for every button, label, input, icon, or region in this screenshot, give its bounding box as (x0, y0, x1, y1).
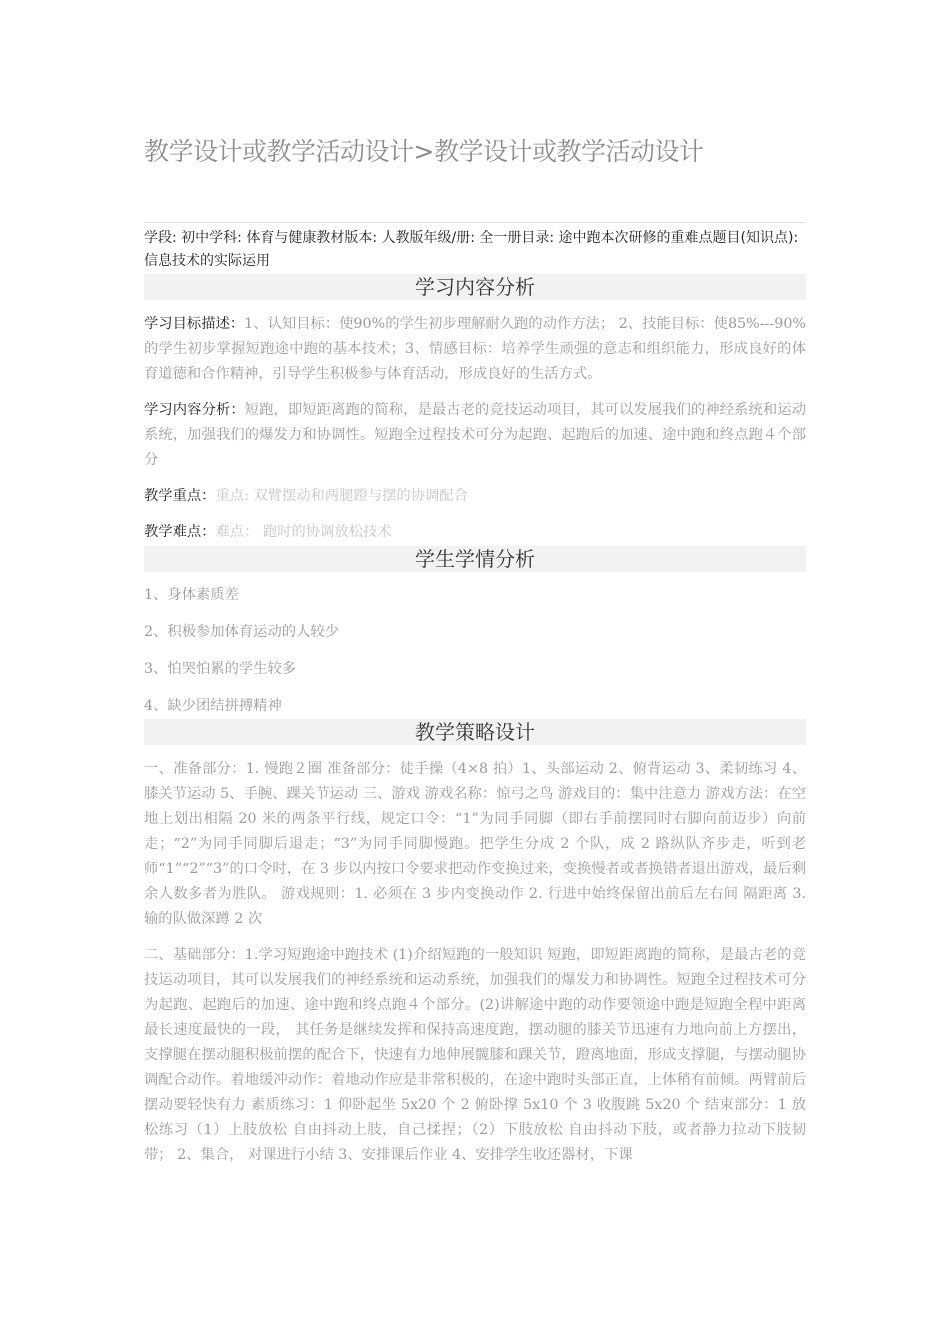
list-item: 1、身体素质差 (144, 587, 239, 603)
section-student-analysis: 学生学情分析 (144, 546, 806, 572)
difficulty-text: 难点： 跑时的协调放松技术 (215, 524, 392, 540)
difficulty-label: 教学难点： (144, 524, 216, 540)
learning-content-label: 学习内容分析： (144, 402, 245, 418)
list-item: 4、缺少团结拼搏精神 (144, 698, 282, 714)
section-strategy: 教学策略设计 (144, 719, 806, 745)
learning-goals-text: 1、认知目标：使90%的学生初步理解耐久跑的动作方法； 2、技能目标：使85%---90%的学生初步掌握短跑途中跑的基本技术；3、情感目标：培养学生顽强的意志和组织能力，形成良好的体育道德和合作精神，引导学生积极参与体育活动，形成良好的生活方式。 (144, 316, 807, 382)
course-meta: 学段: 初中学科: 体育与健康教材版本: 人教版年级/册: 全一册目录: 途中跑本次研修的重难点题目(知识点): 信息技术的实际运用 (144, 230, 799, 269)
page-title: 教学设计或教学活动设计>教学设计或教学活动设计 (144, 137, 704, 166)
learning-content (144, 398, 806, 473)
teaching-key-point (144, 484, 806, 509)
strategy-paragraph-prep: 一、准备部分：1. 慢跑２圈 准备部分：徒手操（4×8 拍）1、头部运动 2、俯背运动 3、柔韧练习 4、膝关节运动 5、手腕、踝关节运动 三、游戏 游戏名称：惊弓之鸟 游戏目的：集中注意力 游戏方法：在空地上划出相隔 20 米的两条平行线，规定口令：“1”为同手同脚（即右手前摆同时右脚向前迈步）向前走；“2”为同手同脚后退走；“3”为同手同脚慢跑。把学生分成 2 个队，成 2 路纵队齐步走，听到老师“1”“2”“3”的口令时，在 3 步以内按口令要求把动作变换过来，变换慢者或者换错者退出游戏，最后剩余人数多者为胜队。 游戏规则：1. 必须在 3 步内变换动作 2. 行进中始终保留出前后左右间 隔距离 3. 输的队做深蹲 2 次 (144, 761, 806, 927)
list-item: 3、怕哭怕累的学生较多 (144, 661, 297, 677)
document-body (144, 226, 806, 1168)
teaching-difficulty (144, 520, 806, 545)
learning-goals (144, 312, 806, 387)
learning-goals-label: 学习目标描述： (144, 316, 245, 332)
learning-content-text: 短跑，即短距离跑的简称，是最古老的竞技运动项目，其可以发展我们的神经系统和运动系统，加强我们的爆发力和协调性。短跑全过程技术可分为起跑、起跑后的加速、途中跑和终点跑４个部分 (144, 402, 807, 468)
key-point-label: 教学重点： (144, 488, 216, 504)
list-item: 2、积极参加体育运动的人较少 (144, 624, 339, 640)
key-point-text: 重点: 双臂摆动和两腿蹬与摆的协调配合 (215, 488, 468, 504)
strategy-paragraph-basic: 二、基础部分：1.学习短跑途中跑技术 (1)介绍短跑的一般知识 短跑，即短距离跑的简称，是最古老的竞技运动项目，其可以发展我们的神经系统和运动系统，加强我们的爆发力和协调性。短跑全过程技术可分为起跑、起跑后的加速、途中跑和终点跑４个部分。(2)讲解途中跑的动作要领途中跑是短跑全程中距离最长速度最快的一段， 其任务是继续发挥和保持高速度跑，摆动腿的膝关节迅速有力地向前上方摆出，支撑腿在摆动腿积极前摆的配合下，快速有力地伸展髋膝和踝关节，蹬离地面，形成支撑腿，与摆动腿协调配合动作。着地缓冲动作：着地动作应是非常积极的，在途中跑时头部正直，上体稍有前倾。两臂前后摆动要轻快有力 素质练习：1 仰卧起坐 5x20 个 2 俯卧撑 5x10 个 3 收腹跳 5x20 个 结束部分：1 放松练习（1）上肢放松 自由抖动上肢，自己揉捏；（2）下肢放松 自由抖动下肢，或者静力拉动下肢韧带； 2、集合， 对课进行小结 3、安排课后作业 4、安排学生收还器材，下课 (144, 947, 806, 1163)
section-content-analysis: 学习内容分析 (144, 274, 806, 300)
title-divider (144, 222, 806, 223)
